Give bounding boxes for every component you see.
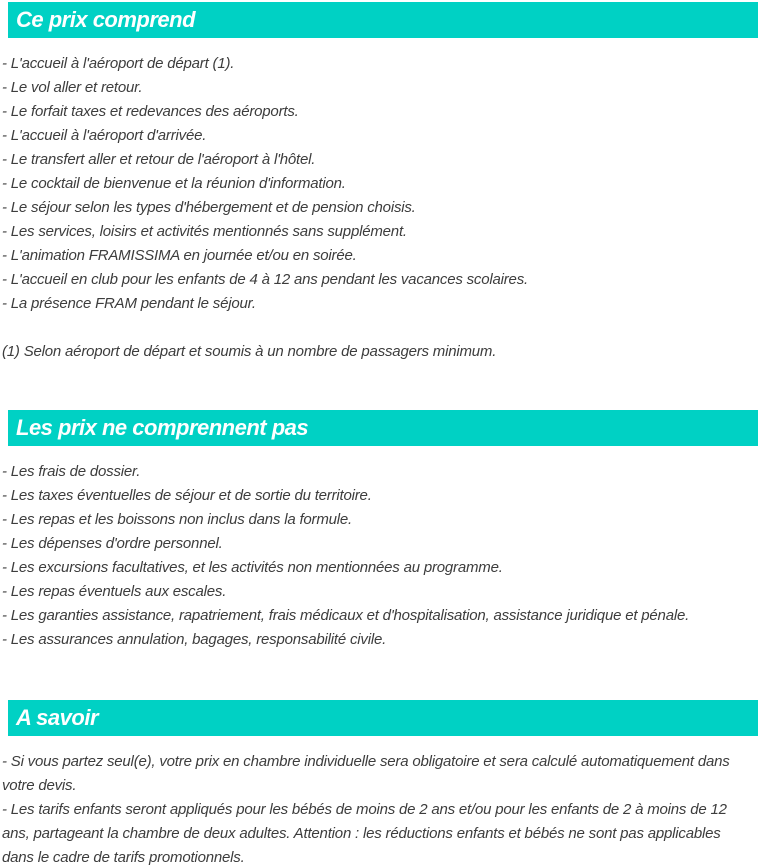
section-good-to-know (0, 700, 758, 865)
section-header-bar (8, 410, 758, 446)
section-title: Les prix ne comprennent pas (16, 415, 309, 440)
included-item: - Le vol aller et retour. (2, 79, 143, 96)
included-item: - Les services, loisirs et activités mentionnés sans supplément. (2, 223, 407, 240)
included-item: - Le cocktail de bienvenue et la réunion d'information. (2, 175, 346, 192)
departure-airport-footnote: (1) Selon aéroport de départ et soumis à un nombre de passagers minimum. (2, 343, 497, 360)
section-header-bar (8, 2, 758, 38)
excluded-item: - Les dépenses d'ordre personnel. (2, 535, 223, 552)
excluded-item: - Les repas et les boissons non inclus dans la formule. (2, 511, 353, 528)
excluded-item: - Les excursions facultatives, et les activités non mentionnées au programme. (2, 559, 503, 576)
excluded-item: - Les repas éventuels aux escales. (2, 583, 227, 600)
excluded-item: - Les taxes éventuelles de séjour et de sortie du territoire. (2, 487, 372, 504)
included-item: - L'accueil en club pour les enfants de 4 à 12 ans pendant les vacances scolaires. (2, 271, 528, 288)
section-title: A savoir (16, 705, 99, 730)
included-item: - L'accueil à l'aéroport d'arrivée. (2, 127, 207, 144)
section-price-excludes (0, 410, 758, 652)
included-item: - Le forfait taxes et redevances des aéroports. (2, 103, 299, 120)
included-item: - L'accueil à l'aéroport de départ (1). (2, 55, 235, 72)
section-price-includes (0, 2, 758, 364)
section-header-bar (8, 700, 758, 736)
section-title: Ce prix comprend (16, 7, 196, 32)
included-items-list (0, 52, 758, 316)
excluded-items-list (0, 460, 758, 652)
good-to-know-item: - Les tarifs enfants seront appliqués pour les bébés de moins de 2 ans et/ou pour les enfants de 2 à moins de 12 ans, partageant la chambre de deux adultes. Attention : les réductions enfants et bébés ne sont pas applicables dans le cadre de tarifs promotionnels. (2, 801, 727, 865)
excluded-item: - Les assurances annulation, bagages, responsabilité civile. (2, 631, 387, 648)
excluded-item: - Les garanties assistance, rapatriement, frais médicaux et d'hospitalisation, assistance juridique et pénale. (2, 607, 690, 624)
included-item: - Le séjour selon les types d'hébergement et de pension choisis. (2, 199, 416, 216)
excluded-item: - Les frais de dossier. (2, 463, 141, 480)
included-item: - Le transfert aller et retour de l'aéroport à l'hôtel. (2, 151, 316, 168)
included-item: - L'animation FRAMISSIMA en journée et/ou en soirée. (2, 247, 357, 264)
good-to-know-list (0, 750, 758, 865)
good-to-know-item: - Si vous partez seul(e), votre prix en chambre individuelle sera obligatoire et sera calculé automatiquement dans votre devis. (2, 753, 730, 794)
included-item: - La présence FRAM pendant le séjour. (2, 295, 256, 312)
